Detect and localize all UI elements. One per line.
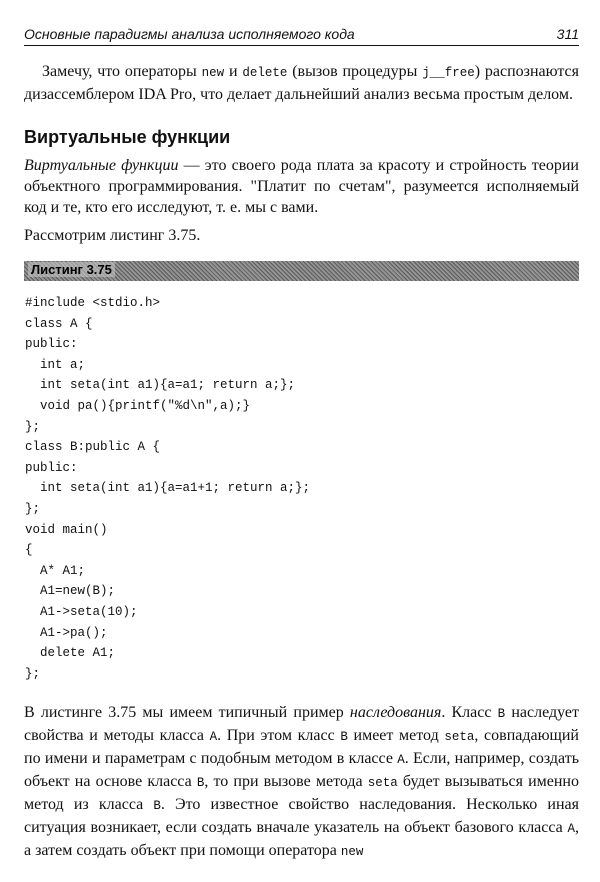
explanation-paragraph [24,702,579,863]
expl-code: B [153,799,161,814]
expl-text: наследует свойства и методы класса [24,704,580,745]
expl-code: B [340,730,348,745]
expl-text: , то при вызове метода [204,773,368,791]
code-line: class B:public A { [25,440,161,455]
running-head [24,26,579,46]
code-line: class A { [25,316,93,331]
code-line: public: [25,337,78,352]
code-line: }; [25,419,41,434]
code-line: A* A1; [25,563,86,578]
expl-text: . Если, например, создать объект на основе класса [24,750,579,791]
code-line: void pa(){printf("%d\n",a);} [25,398,251,413]
intro-text-4: ) распознаются дизассемблером IDA Pro, что делает дальнейший анализ весьма простым делом. [24,63,580,103]
code-new: new [201,66,225,80]
expl-code: seta [367,776,398,791]
code-line: int seta(int a1){a=a1+1; return a;}; [25,481,311,496]
expl-code: A [397,753,405,768]
code-line: { [25,543,33,558]
expl-text: . Это известное свойство наследования. Несколько иная ситуация возникает, если создать вначале указатель на объект базового класса [24,796,579,837]
expl-code: B [497,707,506,722]
code-line: A1->pa(); [25,625,108,640]
expl-text: , а затем создать объект при помощи оператора [24,819,579,860]
listing-header-bar [24,261,579,281]
listing-label: Листинг 3.75 [28,262,115,277]
expl-em-inheritance: наследования [349,704,442,722]
intro-text-1: Замечу, что операторы [42,63,202,80]
page-number: 311 [556,26,579,42]
book-page [24,26,579,863]
intro-paragraph [24,61,579,105]
expl-text: . Класс [441,704,498,722]
code-line: int seta(int a1){a=a1; return a;}; [25,378,296,393]
definition-term: Виртуальные функции [24,157,179,174]
code-line: #include <stdio.h> [25,296,161,310]
definition-text: — это своего рода плата за красоту и стройность теории объектного программирования. "Платит по счетам", разумеется исполняемый код и те, кто его исследуют, т. е. мы с вами. [24,157,579,216]
consider-paragraph: Рассмотрим листинг 3.75. [24,227,201,244]
code-line: A1=new(B); [25,584,116,599]
code-listing [25,293,579,684]
expl-text: В листинге 3.75 мы имеем типичный пример [24,704,350,722]
intro-text-2: и [224,63,243,80]
expl-code: A [209,730,218,745]
expl-text: будет вызываться именно метод из класса [24,773,579,814]
code-line: void main() [25,522,108,537]
code-j-free: j__free [422,66,475,80]
expl-code: B [196,776,205,791]
expl-code: A [567,822,575,837]
code-line: }; [25,666,41,681]
intro-text-3: (вызов процедуры [287,63,423,80]
code-line: }; [25,501,41,516]
definition-paragraph [24,155,579,218]
expl-text: имеет метод [347,727,445,745]
expl-code: seta [444,730,475,745]
expl-code: new [340,845,364,860]
code-line: A1->seta(10); [25,604,138,619]
expl-text: . При этом класс [217,727,341,745]
code-line: public: [25,460,78,475]
code-line: delete A1; [25,646,116,661]
expl-text: , совпадающий по имени и параметрам с подобным методом в классе [24,727,579,768]
code-line: int a; [25,357,86,372]
section-title: Виртуальные функции [24,127,231,147]
running-head-title: Основные парадигмы анализа исполняемого кода [24,26,355,42]
code-delete: delete [242,66,288,80]
